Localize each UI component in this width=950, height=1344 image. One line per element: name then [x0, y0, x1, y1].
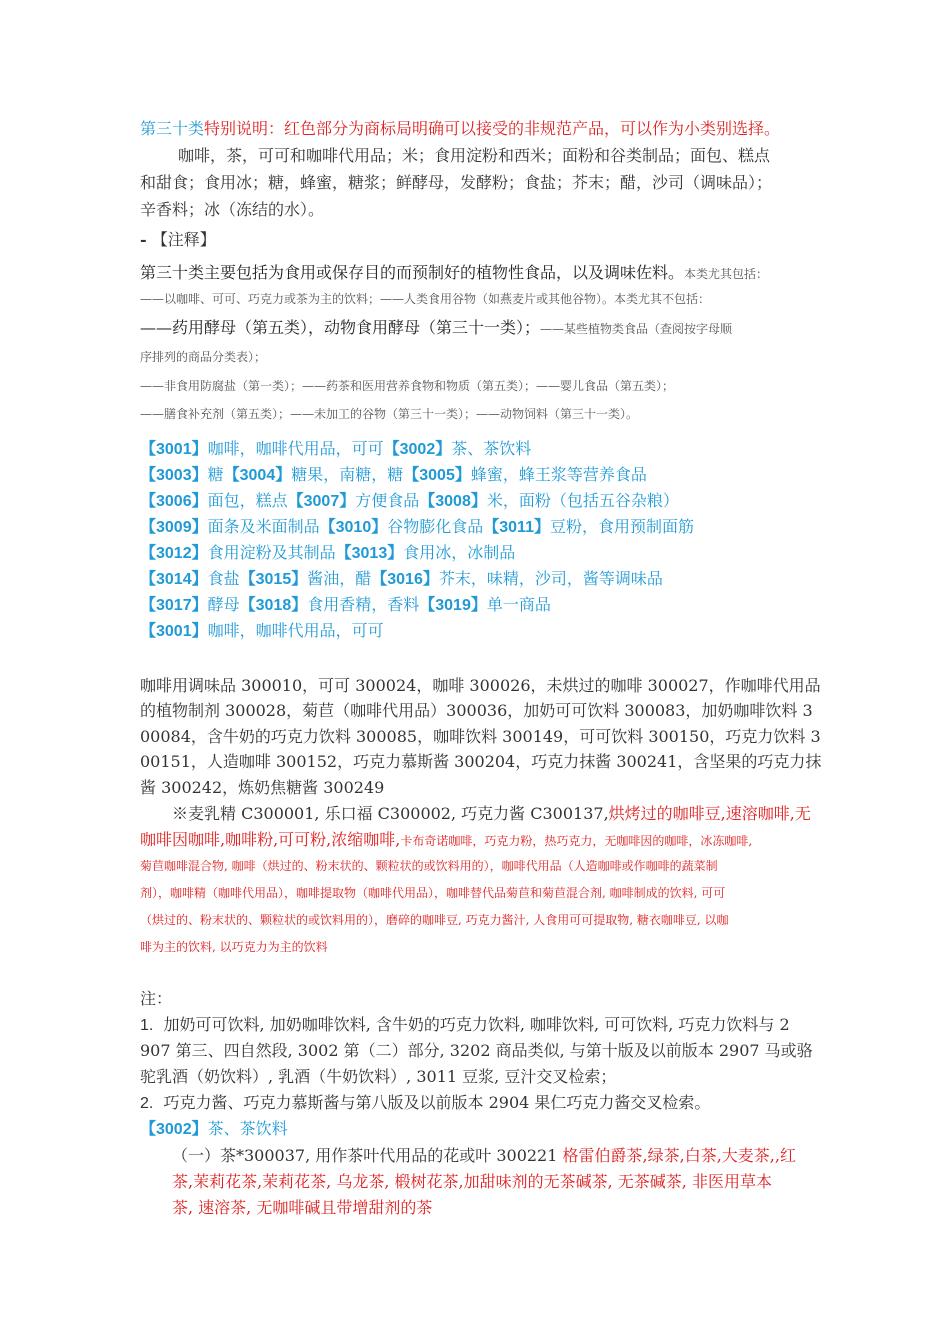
subclass-title: 面条及米面制品 [207, 517, 320, 536]
subclass-code: 【3018】 [239, 597, 308, 614]
annotation-line: ——非食用防腐盐（第一类）；——药茶和医用营养食物和物质（第五类）；——婴儿食品（第五类）； [140, 379, 675, 393]
subclass-code: 【3011】 [483, 519, 550, 536]
note-1-cont: 驼乳酒（奶饮料）, 乳酒（牛奶饮料）, 3011 豆浆, 豆汁交叉检索； [140, 1067, 617, 1086]
goods-line: 00151，人造咖啡 300152，巧克力慕斯酱 300204，巧克力抹酱 300241，含坚果的巧克力抹 [140, 752, 822, 771]
subclass-code: 【3014】 [140, 571, 208, 588]
subclass-code: 【3013】 [335, 545, 404, 562]
subclass-title: 茶、茶饮料 [451, 439, 532, 458]
subclass-code: 【3005】 [403, 467, 471, 484]
subclass-title: 酱油，醋 [307, 569, 372, 588]
special-goods-line: （烘过的、粉末状的、颗粒状的或饮料用的），磨碎的咖啡豆, 巧克力酱汁, 人食用可可提取物, 糖衣咖啡豆, 以咖 [140, 913, 729, 927]
special-goods-line: ※麦乳精 C300001, 乐口福 C300002, 巧克力酱 C300137,烘烤过的咖啡豆,速溶咖啡,无 [172, 804, 811, 823]
subclass-code: 【3007】 [287, 493, 356, 510]
annotation-line: ——膳食补充剂（第五类）；——未加工的谷物（第三十一类）；——动物饲料（第三十一类）。 [140, 407, 639, 421]
subclass-title: 糖果，南糖，糖 [291, 465, 404, 484]
subclass-code: 【3015】 [239, 571, 308, 588]
subclass-title: 食盐 [207, 569, 240, 588]
subclass-title: 咖啡，咖啡代用品，可可 [207, 621, 384, 640]
subclass-code: 【3006】 [140, 493, 208, 510]
special-note-text: 特别说明：红色部分为商标局明确可以接受的非规范产品，可以作为小类别选择。 [204, 119, 781, 138]
subclass-code: 【3012】 [140, 545, 208, 562]
subclass-code-row [140, 491, 679, 511]
class-label: 第三十类 [140, 119, 205, 138]
subclass-code: 【3003】 [140, 467, 208, 484]
annotation-line: ——以咖啡、可可、巧克力或茶为主的饮料；——人类食用谷物（如燕麦片或其他谷物）。本类尤其不包括： [140, 292, 711, 306]
subclass-code-row [140, 439, 531, 459]
subclass-code: 【3017】 [140, 597, 208, 614]
special-goods-line: 菊苣咖啡混合物, 咖啡（烘过的、粉末状的、颗粒状的或饮料用的），咖啡代用品（人造咖啡或作咖啡的蔬菜制 [140, 859, 718, 873]
subclass-code-row [140, 517, 694, 537]
subclass-title: 豆粉，食用预制面筋 [549, 517, 694, 536]
annotation-heading: - 【注释】 [140, 230, 216, 249]
class-description-line: 咖啡，茶，可可和咖啡代用品；米；食用淀粉和西米；面粉和谷类制品；面包、糕点 [178, 146, 771, 165]
goods-line: 00084，含牛奶的巧克力饮料 300085，咖啡饮料 300149，可可饮料 300150，巧克力饮料 3 [140, 727, 821, 746]
subclass-code: 【3009】 [140, 519, 208, 536]
class-description-line: 和甜食；食用冰；糖，蜂蜜，糖浆；鲜酵母，发酵粉；食盐；芥末；醋，沙司（调味品）； [140, 173, 773, 192]
tea-goods-line: 茶, 速溶茶, 无咖啡碱且带增甜剂的茶 [172, 1198, 433, 1217]
subclass-title: 食用淀粉及其制品 [207, 543, 336, 562]
subclass-title: 面包，糕点 [207, 491, 288, 510]
subclass-title: 糖 [207, 465, 224, 484]
subclass-title: 咖啡，咖啡代用品，可可 [207, 439, 384, 458]
subclass-code: 【3001】 [140, 441, 208, 458]
subclass-title: 单一商品 [486, 595, 551, 614]
tea-goods-line: （一）茶*300037, 用作茶叶代用品的花或叶 300221 格雷伯爵茶,绿茶,白茶,大麦茶,,红 [172, 1146, 796, 1165]
class-description-line: 辛香料；冰（冻结的水）。 [140, 200, 325, 219]
annotation-main: 第三十类主要包括为食用或保存目的而预制好的植物性食品，以及调味佐料。本类尤其包括： [140, 263, 769, 282]
subclass-title: 蜂蜜，蜂王浆等营养食品 [470, 465, 647, 484]
notes-label: 注： [140, 989, 173, 1008]
subclass-code: 【3016】 [371, 571, 439, 588]
subclass-code: 【3002】 [383, 441, 452, 458]
special-goods-line: 咖啡因咖啡,咖啡粉,可可粉,浓缩咖啡,卡布奇诺咖啡，巧克力粉，热巧克力，无咖啡因的咖啡，冰冻咖啡, [140, 830, 753, 849]
tea-goods-line: 茶,茉莉花茶,茉莉花茶, 乌龙茶, 椴树花茶,加甜味剂的无茶碱茶, 无茶碱茶, 非医用草本 [172, 1172, 772, 1191]
subclass-code-row [140, 543, 515, 563]
note-1-cont: 907 第三、四自然段, 3002 第（二）部分, 3202 商品类似, 与第十版及以前版本 2907 马或骆 [140, 1041, 813, 1060]
subclass-title: 谷物膨化食品 [387, 517, 484, 536]
subclass-title: 方便食品 [355, 491, 420, 510]
goods-line: 酱 300242，炼奶焦糖酱 300249 [140, 778, 385, 797]
special-note-line [140, 119, 780, 138]
annotation-line: ——药用酵母（第五类），动物食用酵母（第三十一类）；——某些植物类食品（查阅按字母顺 [140, 318, 733, 337]
subclass-code-row [140, 465, 647, 485]
subclass-title: 酵母 [207, 595, 240, 614]
subclass-code-row [140, 595, 551, 615]
group-heading-3002: 【3002】茶、茶饮料 [140, 1119, 288, 1138]
subclass-code: 【3001】 [140, 623, 208, 640]
subclass-code: 【3008】 [419, 493, 487, 510]
subclass-code: 【3019】 [419, 597, 487, 614]
subclass-code: 【3010】 [319, 519, 388, 536]
subclass-code: 【3004】 [223, 467, 292, 484]
goods-line: 咖啡用调味品 300010，可可 300024，咖啡 300026，未烘过的咖啡 300027，作咖啡代用品 [140, 676, 821, 695]
special-goods-line: 剂），咖啡精（咖啡代用品），咖啡提取物（咖啡代用品），咖啡替代品菊苣和菊苣混合剂, 咖啡制成的饮料, 可可 [140, 886, 726, 900]
subclass-code-row [140, 569, 663, 589]
subclass-title: 米，面粉（包括五谷杂粮） [486, 491, 679, 510]
subclass-title: 食用冰，冰制品 [403, 543, 516, 562]
note-2: 2. 巧克力酱、巧克力慕斯酱与第八版及以前版本 2904 果仁巧克力酱交叉检索。 [140, 1093, 711, 1112]
special-goods-line: 啡为主的饮料, 以巧克力为主的饮料 [140, 940, 328, 954]
subclass-title: 芥末，味精，沙司，酱等调味品 [438, 569, 663, 588]
annotation-line: 序排列的商品分类表）； [140, 350, 267, 364]
subclass-code-row [140, 621, 384, 641]
subclass-title: 食用香精，香料 [307, 595, 420, 614]
goods-line: 的植物制剂 300028，菊苣（咖啡代用品）300036，加奶可可饮料 300083，加奶咖啡饮料 3 [140, 701, 813, 720]
note-1: 1. 加奶可可饮料, 加奶咖啡饮料, 含牛奶的巧克力饮料, 咖啡饮料, 可可饮料, 巧克力饮料与 2 [140, 1015, 790, 1034]
